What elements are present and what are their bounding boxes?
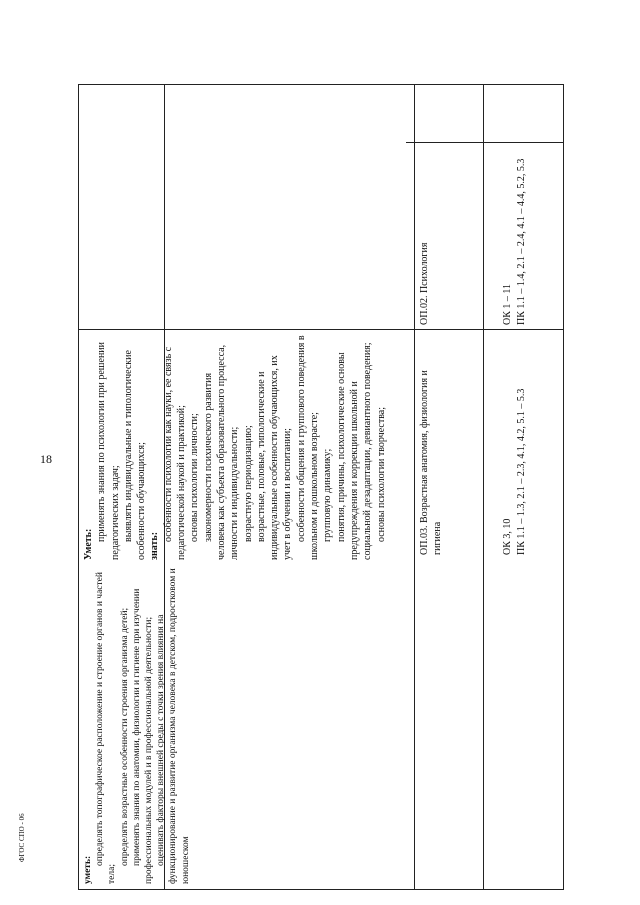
discipline-name: ОП.03. Возрастная анатомия, физиология и гигиена xyxy=(419,370,444,555)
discipline-cell xyxy=(418,335,478,555)
skill-item: определять топографическое расположение и строение органов и частей тела; xyxy=(95,572,118,884)
skill-item: определять возрастные особенности строения организма детей; xyxy=(119,607,130,866)
skill-item: особенности общения и группового поведения в школьном и дошкольном возрасте; xyxy=(295,335,321,560)
skill-item: применять знания по анатомии, физиологии и гигиене при изучении профессиональных модулей и в профессиональной деятельности; xyxy=(131,588,155,884)
table-border-bottom xyxy=(563,85,564,890)
skill-item: возрастные, половые, типологические и индивидуальные особенности обучающихся, их учет в обучении и воспитании; xyxy=(255,355,294,560)
column-divider xyxy=(414,85,415,890)
discipline-cell xyxy=(418,90,478,325)
competence-codes: ОК 3, 10 ПК 1.1 – 1.3, 2.1 – 2.3, 4.1, 4.2, 5.1 – 5.3 xyxy=(502,388,527,555)
table-border-top xyxy=(78,85,79,890)
skill-item: основы психологии творчества; xyxy=(375,406,387,542)
competence-table xyxy=(78,85,563,890)
page-footer: ФГОС СПО - 06 xyxy=(18,813,26,862)
table-border-right xyxy=(78,84,564,85)
skill-item: групповую динамику; xyxy=(322,448,334,542)
table-border-left xyxy=(78,889,564,890)
skill-item: понятия, причины, психологические основы предупреждения и коррекции школьной и социальной дезадаптации, девиантного поведения; xyxy=(335,342,374,560)
competences-cell xyxy=(488,335,560,555)
column-divider xyxy=(483,85,484,890)
skill-item: закономерности психического развития человека как субъекта образовательного процесса, личности и индивидуальности; xyxy=(202,344,241,560)
section-heading: Уметь: xyxy=(83,528,94,560)
skill-item: возрастную периодизацию; xyxy=(242,425,254,542)
page-number: 18 xyxy=(40,452,52,466)
skill-item: основы психологии личности; xyxy=(189,413,201,542)
skills-cell xyxy=(82,334,412,560)
row-divider xyxy=(78,329,564,330)
skill-item: оценивать факторы внешней среды с точки зрения влияния на функционирование и развитие организма человека в детском, подростковом и юношеском xyxy=(156,568,191,884)
skills-list xyxy=(82,564,192,884)
discipline-name: ОП.02. Психология xyxy=(419,242,430,325)
skill-item: выявлять индивидуальные и типологические особенности обучающихся; xyxy=(122,350,148,560)
skill-item: особенности психологии как науки, ее связь с педагогической наукой и практикой; xyxy=(162,346,188,560)
competences-cell xyxy=(488,90,560,325)
competence-codes: ОК 1 – 11 ПК 1.1 – 1.4, 2.1 – 2.4, 4.1 – 4.4, 5.2, 5.3 xyxy=(502,158,527,325)
section-heading: уметь: xyxy=(83,855,93,884)
skill-item: применять знания по психологии при решении педагогических задач; xyxy=(96,341,121,560)
skills-cell xyxy=(82,564,412,884)
skills-list xyxy=(82,334,388,560)
section-heading: знать: xyxy=(149,531,161,560)
